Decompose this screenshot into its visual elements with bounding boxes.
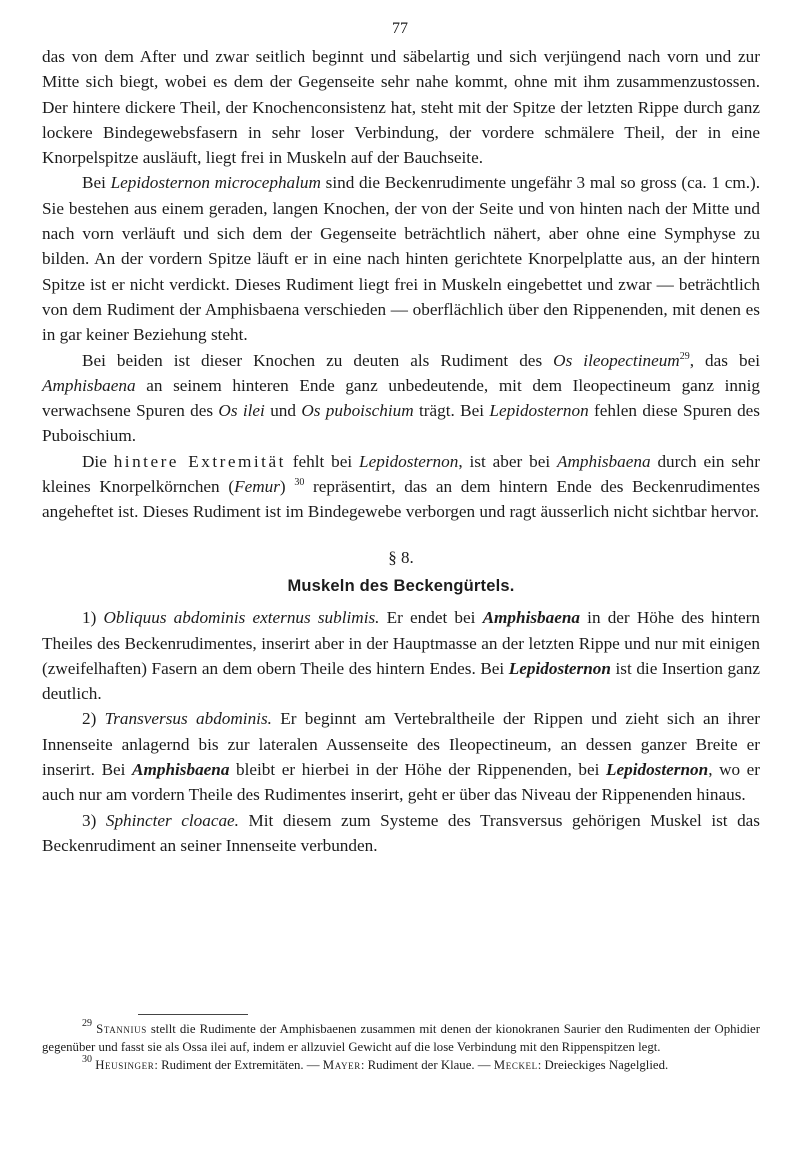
paragraph-hind-limb: Die hintere Extremität fehlt bei Lepidosternon, ist aber bei Amphisbaena durch ein sehr kleines Knorpelkörnchen (Femur) $^{30}$ repräsentirt, das an dem hintern Ende des Beckenrudimentes angeheftet ist. Dieses Rudiment ist im Bindegewebe verborgen und ragt äusserlich nicht sichtbar hervor. (42, 451, 760, 522)
section-heading: Muskeln des Beckengürtels. (287, 576, 515, 595)
paragraph-muscle-2: 2) Transversus abdominis. Er beginnt am Vertebraltheile der Rippen und zieht sich an ihrer Innenseite anlagernd bis zur lateralen Aussenseite des Ileopectineum, an dessen ganzer Breite er inserirt. Bei Amphisbaena bleibt er hierbei in der Höhe der Rippenenden, bei Lepidosternon, wo er auch nur am vordern Theile des Rudimentes inserirt, geht er über das Niveau der Rippenenden hinaus. (42, 709, 761, 805)
term-os-ileopectineum: Os ileopectineum (553, 350, 680, 370)
spaced-term: hintere Extremität (113, 451, 286, 471)
footnote-ref-29[interactable]: 29 (679, 350, 690, 362)
genus-name: Amphisbaena (132, 760, 230, 780)
paragraph-interpretation: Bei beiden ist dieser Knochen zu deuten als Rudiment des Os ileopectineum$^{29}$, das bei Amphisbaena an seinem hinteren Ende ganz unbedeutende, mit dem Ileopectineum ganz innig verwachsene Spuren des Os ilei und Os puboischium trägt. Bei Lepidosternon fehlen diese Spuren des Puboischium. (42, 350, 760, 446)
genus-name: Lepidosternon (489, 401, 589, 421)
footnote-29: $^{29}$ Stannius stellt die Rudimente der Amphisbaenen zusammen mit denen der kionokranen Saurier den Rudimenten der Ophidier gegenüber und fasst sie als Ossa ilei auf, indem er allzuviel Gewicht auf die lose Verbindung mit den Rippenspitzen legt. (42, 1018, 760, 1054)
section-number: § 8. (388, 547, 414, 567)
paragraph-pelvis-amphisbaena: das von dem After und zwar seitlich beginnt und säbelartig und sich verjüngend nach vorn und zur Mitte sich biegt, wobei es dem der Gegenseite sehr nahe kommt, ohne mit ihm zusammenzustossen. Der hintere dickere Theil, der Knochenconsistenz hat, steht mit der Spitze der letzten Rippe durch ganz lockere Bindegewebsfasern in sehr loser Verbindung, der vordere schmälere Theil, der in eine Knorpelspitze ausläuft, liegt frei in Muskeln auf der Bauchseite. (42, 47, 760, 168)
paragraph-muscle-1: 1) Obliquus abdominis externus sublimis. Er endet bei Amphisbaena in der Höhe des hintern Theiles des Beckenrudimentes, inserirt aber in der Hauptmasse an der letzten Rippe und nur mit einigen (zweifelhaften) Fasern an dem obern Theile des hintern Endes. Bei Lepidosternon ist die Insertion ganz deutlich. (42, 608, 760, 704)
genus-name: Lepidosternon (606, 760, 709, 780)
footnote-divider (138, 1014, 248, 1015)
footnote-30: $^{30}$ Heusinger: Rudiment der Extremitäten. — Mayer: Rudiment der Klaue. — Meckel: Dreieckiges Nagelglied. (82, 1054, 669, 1072)
author-name: Mayer (322, 1058, 361, 1072)
genus-name: Amphisbaena (556, 451, 651, 471)
muscle-name: Sphincter cloacae. (105, 810, 239, 830)
paragraph-pelvis-lepidosternon: Bei Lepidosternon microcephalum sind die Beckenrudimente ungefähr 3 mal so gross (ca. 1 cm.). Sie bestehen aus einem geraden, langen Knochen, der von der Seite und von hinten nach der Mitte und nach vorn verläuft und sich dem der Gegenseite beträchtlich nähert, aber ohne eine Symphyse zu bilden. An der vordern Spitze läuft er in eine nach hinten gerichtete Knorpelplatte aus, an der hintern Spitze ist er nicht verdickt. Dieses Rudiment liegt frei in Muskeln eingebettet und zwar — beträchtlich von dem Rudiment der Amphisbaena verschieden — oberflächlich über den Rippenenden, mit denen es in gar keiner Beziehung steht. (42, 173, 761, 345)
author-name: Heusinger (95, 1058, 155, 1072)
main-text (42, 44, 760, 858)
genus-name: Lepidosternon (508, 658, 611, 678)
muscle-name: Obliquus abdominis externus sublimis. (103, 608, 380, 628)
author-name: Meckel (493, 1058, 538, 1072)
term-os-ilei: Os ilei (218, 401, 265, 421)
page-number: 77 (392, 20, 408, 37)
species-name: Lepidosternon microcephalum (110, 173, 321, 193)
term-os-puboischium: Os puboischium (301, 401, 414, 421)
genus-name: Amphisbaena (42, 375, 136, 395)
term-femur: Femur (234, 477, 280, 497)
footnotes (42, 1020, 760, 1074)
genus-name: Amphisbaena (482, 608, 580, 628)
author-name: Stannius (96, 1022, 147, 1036)
footnote-ref-30[interactable]: 30 (294, 477, 305, 489)
paragraph-muscle-3: 3) Sphincter cloacae. Mit diesem zum Systeme des Transversus gehörigen Muskel ist das Beckenrudiment an seiner Innenseite verbunden. (42, 810, 760, 855)
genus-name: Lepidosternon (359, 451, 459, 471)
muscle-name: Transversus abdominis. (104, 709, 272, 729)
